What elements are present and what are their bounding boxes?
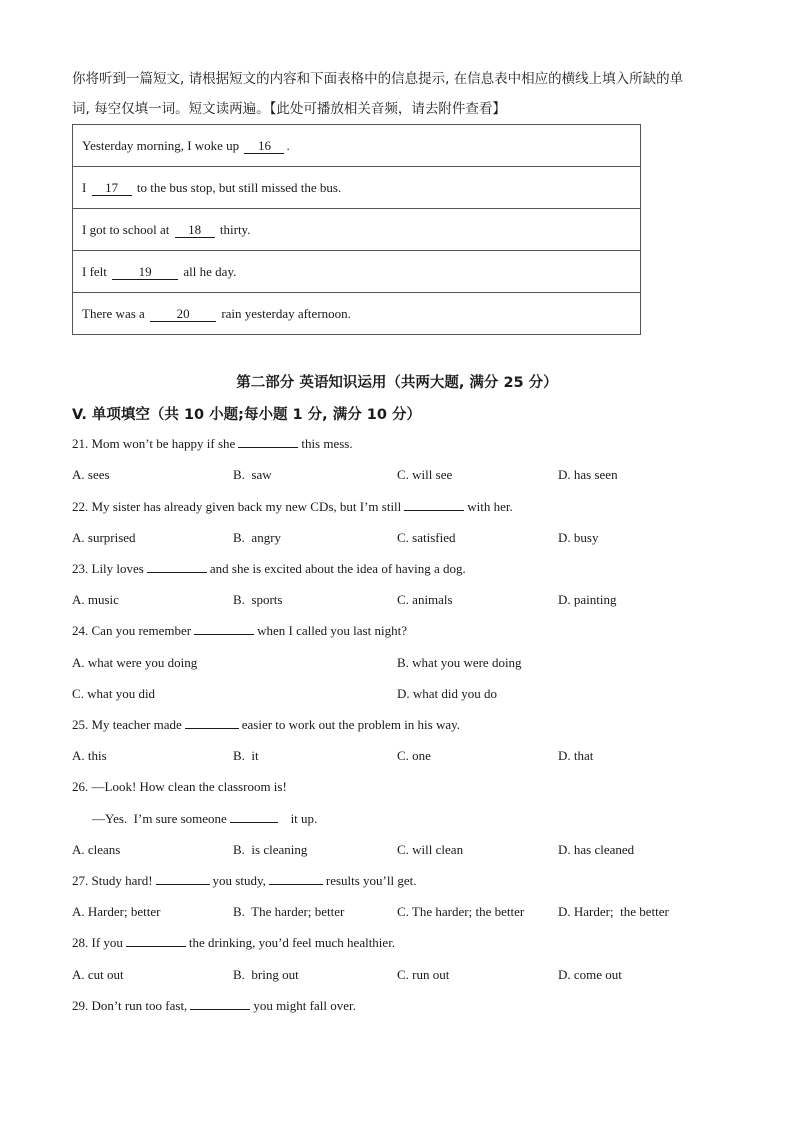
- option-b[interactable]: B. bring out: [233, 967, 299, 982]
- option-d[interactable]: D. busy: [558, 530, 599, 545]
- answer-blank[interactable]: 17: [92, 181, 132, 196]
- question-25: 25. My teacher made easier to work out the problem in his way.: [72, 717, 461, 732]
- option-a[interactable]: A. sees: [72, 467, 110, 482]
- answer-blank[interactable]: [185, 717, 239, 729]
- option-a[interactable]: A. Harder; better: [72, 904, 161, 919]
- instructions-line-2: 词, 每空仅填一词。短文读两遍。【此处可播放相关音频，请去附件查看】: [72, 101, 506, 117]
- answer-blank[interactable]: [194, 623, 254, 635]
- part-title: V. 单项填空（共 10 小题;每小题 1 分, 满分 10 分）: [72, 407, 421, 423]
- answer-blank[interactable]: 20: [150, 307, 216, 322]
- option-d[interactable]: D. has seen: [558, 467, 618, 482]
- option-b[interactable]: B. sports: [233, 592, 283, 607]
- row-text-before: I: [82, 179, 87, 195]
- option-c[interactable]: C. will see: [397, 467, 453, 482]
- answer-blank[interactable]: [190, 998, 250, 1010]
- answer-blank[interactable]: [238, 436, 298, 448]
- answer-blank[interactable]: [404, 499, 464, 511]
- instructions-line-1: 你将听到一篇短文, 请根据短文的内容和下面表格中的信息提示, 在信息表中相应的横线上填入所缺的单: [72, 71, 684, 87]
- option-c[interactable]: C. The harder; the better: [397, 904, 525, 919]
- row-text-before: I felt: [82, 263, 107, 279]
- option-c[interactable]: C. what you did: [72, 686, 156, 701]
- option-d[interactable]: D. what did you do: [397, 686, 498, 701]
- info-table: [72, 124, 641, 335]
- answer-blank[interactable]: [126, 935, 186, 947]
- option-c[interactable]: C. satisfied: [397, 530, 456, 545]
- row-text-before: There was a: [82, 305, 145, 321]
- option-b[interactable]: B. what you were doing: [397, 655, 522, 670]
- row-text-before: Yesterday morning, I woke up: [82, 137, 240, 153]
- option-c[interactable]: C. will clean: [397, 842, 464, 857]
- answer-blank[interactable]: 19: [112, 265, 178, 280]
- answer-blank[interactable]: 18: [175, 223, 215, 238]
- row-text-before: I got to school at: [82, 221, 170, 237]
- row-text-after: thirty.: [219, 221, 251, 237]
- option-a[interactable]: A. this: [72, 748, 107, 763]
- option-a[interactable]: A. cut out: [72, 967, 124, 982]
- question-29: 29. Don’t run too fast, you might fall over.: [72, 998, 356, 1013]
- option-d[interactable]: D. painting: [558, 592, 617, 607]
- option-a[interactable]: A. music: [72, 592, 119, 607]
- table-row: [73, 167, 641, 209]
- table-row: [73, 125, 641, 167]
- option-c[interactable]: C. animals: [397, 592, 453, 607]
- table-row: [73, 293, 641, 335]
- question-26-reply: —Yes. I’m sure someone it up.: [92, 811, 318, 826]
- table-row: [73, 251, 641, 293]
- answer-blank[interactable]: [269, 873, 323, 885]
- option-a[interactable]: A. what were you doing: [72, 655, 198, 670]
- question-27: 27. Study hard! you study, results you’ll get.: [72, 873, 417, 888]
- row-text-after: rain yesterday afternoon.: [221, 305, 351, 321]
- row-text-after: all he day.: [183, 263, 237, 279]
- option-b[interactable]: B. saw: [233, 467, 272, 482]
- option-d[interactable]: D. come out: [558, 967, 622, 982]
- option-c[interactable]: C. run out: [397, 967, 450, 982]
- option-d[interactable]: D. that: [558, 748, 594, 763]
- answer-blank[interactable]: [230, 811, 278, 823]
- question-24: 24. Can you remember when I called you last night?: [72, 623, 407, 638]
- question-21: 21. Mom won’t be happy if she this mess.: [72, 436, 353, 451]
- section-title: 第二部分 英语知识运用（共两大题, 满分 25 分）: [236, 375, 558, 391]
- answer-blank[interactable]: [147, 561, 207, 573]
- option-b[interactable]: B. The harder; better: [233, 904, 345, 919]
- question-22: 22. My sister has already given back my new CDs, but I’m still with her.: [72, 499, 513, 514]
- listening-instructions: [72, 64, 722, 124]
- answer-blank[interactable]: 16: [244, 139, 284, 154]
- option-a[interactable]: A. surprised: [72, 530, 136, 545]
- row-text-after: to the bus stop, but still missed the bus.: [136, 179, 342, 195]
- question-26: 26. —Look! How clean the classroom is!: [72, 779, 287, 794]
- row-text-after: .: [286, 137, 290, 153]
- option-d[interactable]: D. Harder; the better: [558, 904, 669, 919]
- option-b[interactable]: B. is cleaning: [233, 842, 308, 857]
- option-b[interactable]: B. angry: [233, 530, 282, 545]
- question-23: 23. Lily loves and she is excited about the idea of having a dog.: [72, 561, 466, 576]
- option-a[interactable]: A. cleans: [72, 842, 121, 857]
- option-d[interactable]: D. has cleaned: [558, 842, 635, 857]
- table-row: [73, 209, 641, 251]
- option-c[interactable]: C. one: [397, 748, 431, 763]
- question-28: 28. If you the drinking, you’d feel much healthier.: [72, 935, 396, 950]
- answer-blank[interactable]: [156, 873, 210, 885]
- option-b[interactable]: B. it: [233, 748, 259, 763]
